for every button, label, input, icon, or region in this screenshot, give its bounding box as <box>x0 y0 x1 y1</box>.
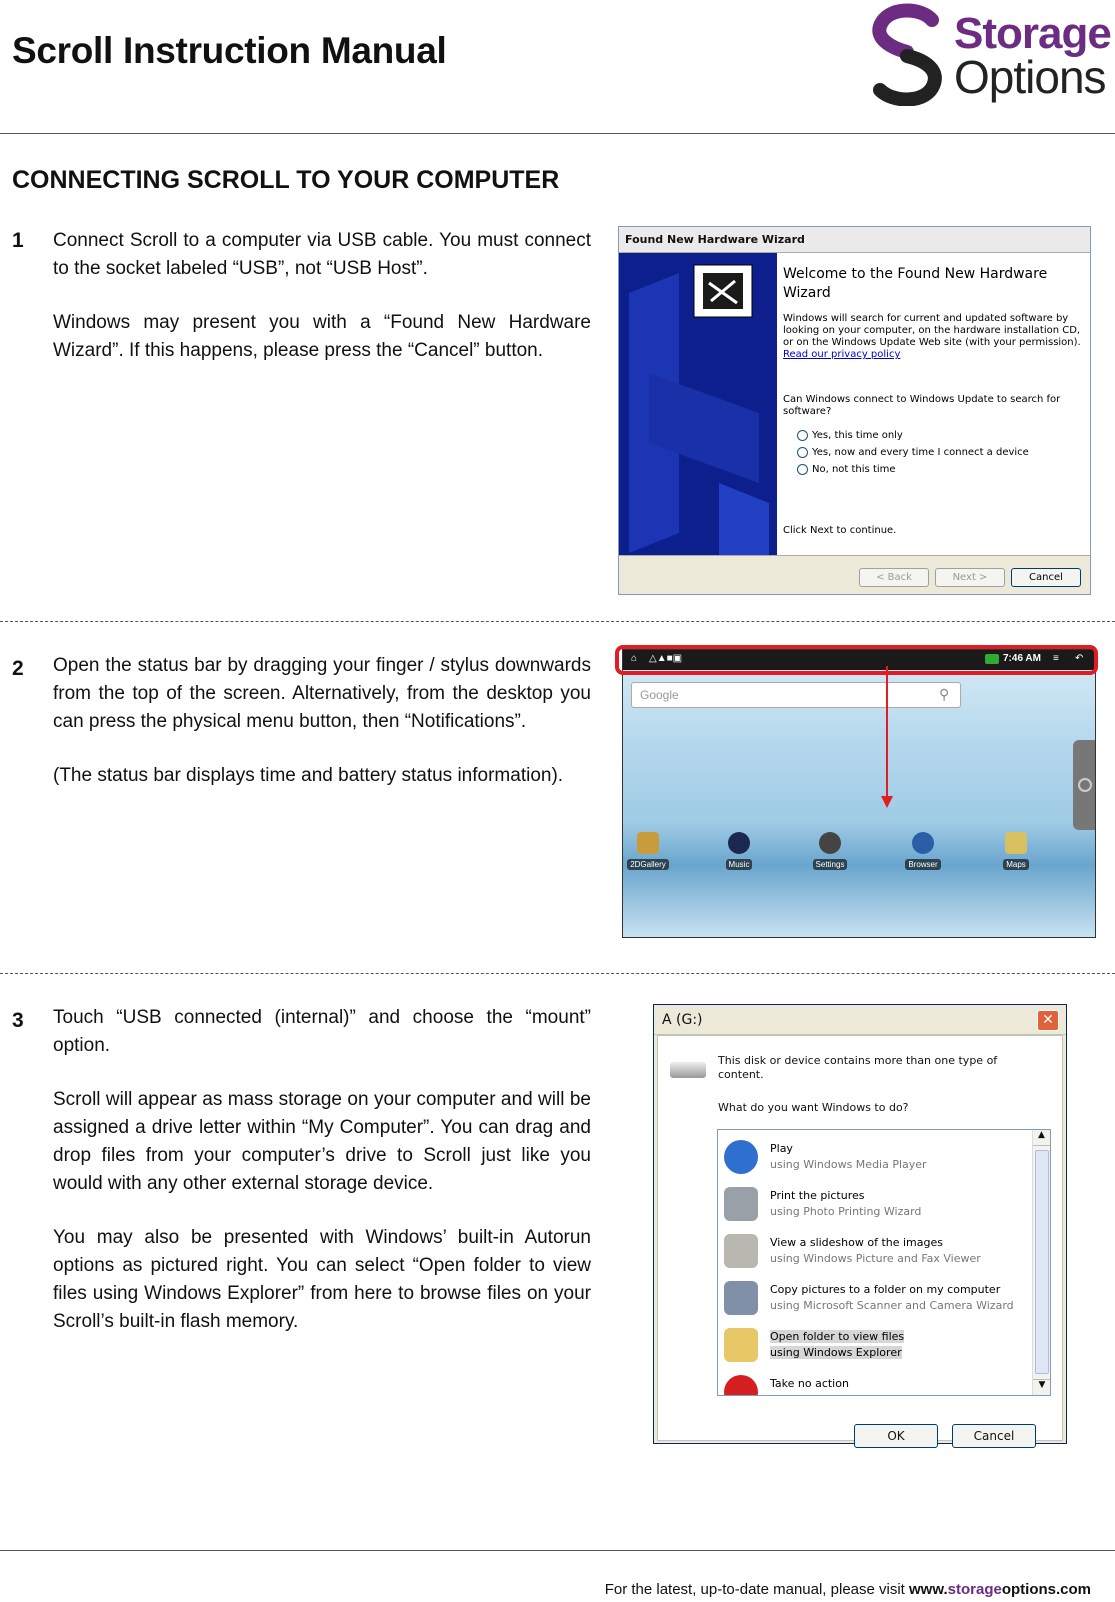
autoplay-action-item[interactable] <box>724 1183 1024 1227</box>
radio-icon <box>797 447 808 458</box>
action-subtitle: using Windows Explorer <box>770 1346 902 1359</box>
wizard-option-1[interactable]: Yes, this time only <box>797 430 1088 441</box>
back-icon: ↶ <box>1075 653 1084 664</box>
home-icon: ⌂ <box>631 653 638 664</box>
action-title: Take no action <box>770 1377 849 1390</box>
step-2-text <box>53 652 591 816</box>
section-title: CONNECTING SCROLL TO YOUR COMPUTER <box>12 166 560 194</box>
step-2-number: 2 <box>12 657 24 680</box>
autoplay-action-item[interactable] <box>724 1277 1024 1321</box>
ok-button[interactable]: OK <box>854 1424 938 1448</box>
close-icon[interactable]: ✕ <box>1037 1010 1059 1031</box>
footer-url-domain[interactable]: options.com <box>1001 1581 1091 1598</box>
app-drawer-handle[interactable] <box>1073 740 1096 830</box>
android-desktop-screenshot <box>622 649 1096 938</box>
wizard-continue-text: Click Next to continue. <box>783 525 897 536</box>
step-3-number: 3 <box>12 1009 24 1032</box>
wizard-title-bar: Found New Hardware Wizard <box>619 227 1090 253</box>
logo-word-options: Options <box>954 51 1106 103</box>
maps-icon <box>1005 832 1027 854</box>
search-icon: ⚲ <box>939 686 950 702</box>
status-time: 7:46 AM <box>1003 653 1041 664</box>
action-title: Print the pictures <box>770 1189 865 1202</box>
scroll-down-icon[interactable]: ▼ <box>1033 1379 1051 1395</box>
step-1-text <box>53 227 591 391</box>
wizard-heading: Welcome to the Found New Hardware Wizard <box>783 266 1048 301</box>
wizard-intro: Windows will search for current and updated software by looking on your computer, on the hardware installation CD, or on the Windows Update Web site (with your permission). <box>783 313 1081 348</box>
list-scrollbar[interactable] <box>1032 1130 1050 1395</box>
scroll-thumb[interactable] <box>1035 1150 1049 1374</box>
action-title: Copy pictures to a folder on my computer <box>770 1283 1001 1296</box>
autoplay-body <box>657 1035 1063 1441</box>
step-2-paragraph-1: Open the status bar by dragging your finger / stylus downwards from the top of the screen. Alternatively, from the desktop you can press the physical menu button, then “Notifications”. <box>53 655 591 732</box>
wizard-question: Can Windows connect to Windows Update to search for software? <box>783 394 1061 417</box>
app-browser[interactable]: Browser <box>902 832 944 872</box>
drawer-icon <box>1078 778 1092 792</box>
found-new-hardware-wizard-screenshot <box>618 226 1091 595</box>
footer-url-www[interactable]: www. <box>909 1581 948 1598</box>
app-maps[interactable]: Maps <box>995 832 1037 872</box>
scroll-up-icon[interactable]: ▲ <box>1033 1130 1050 1146</box>
step-divider-1 <box>0 621 1115 622</box>
app-music[interactable]: Music <box>718 832 760 872</box>
folder-icon <box>724 1328 758 1362</box>
action-title: Play <box>770 1142 793 1155</box>
settings-icon <box>819 832 841 854</box>
wizard-body <box>783 253 1088 537</box>
step-1-number: 1 <box>12 229 24 252</box>
privacy-policy-link[interactable]: Read our privacy policy <box>783 349 901 360</box>
google-search-box[interactable]: Google <box>631 682 961 708</box>
music-icon <box>728 832 750 854</box>
autoplay-action-item[interactable] <box>724 1136 1024 1180</box>
step-3-paragraph-1: Touch “USB connected (internal)” and choose the “mount” option. <box>53 1007 591 1056</box>
drive-icon <box>670 1062 706 1078</box>
cancel-button[interactable]: Cancel <box>1011 568 1081 587</box>
autoplay-action-list[interactable] <box>717 1129 1051 1396</box>
app-dock <box>623 832 1095 882</box>
step-3-text <box>53 1004 591 1362</box>
printer-icon <box>724 1187 758 1221</box>
next-button[interactable]: Next > <box>935 568 1005 587</box>
media-player-icon <box>724 1140 758 1174</box>
autoplay-question: What do you want Windows to do? <box>718 1101 909 1114</box>
footer-prefix: For the latest, up-to-date manual, please visit <box>604 1581 910 1598</box>
logo-mark-icon <box>862 2 952 106</box>
step-1-paragraph-1: Connect Scroll to a computer via USB cable. You must connect to the socket labeled “USB”, not “USB Host”. <box>53 230 591 279</box>
wizard-side-banner <box>619 253 777 555</box>
document-title: Scroll Instruction Manual <box>12 30 447 71</box>
radio-icon <box>797 430 808 441</box>
camera-icon <box>724 1281 758 1315</box>
action-title: Open folder to view files <box>770 1330 905 1343</box>
step-2-paragraph-2: (The status bar displays time and battery status information). <box>53 765 564 786</box>
header-divider <box>0 133 1115 134</box>
no-action-icon <box>724 1375 758 1396</box>
browser-icon <box>912 832 934 854</box>
footer-text <box>605 1581 1091 1598</box>
back-button[interactable]: < Back <box>859 568 929 587</box>
storage-options-logo <box>862 2 1111 106</box>
autoplay-action-item[interactable] <box>724 1324 1024 1368</box>
step-divider-2 <box>0 973 1115 974</box>
step-3-paragraph-2: Scroll will appear as mass storage on your computer and will be assigned a drive letter within “My Computer”. You can drag and drop files from your computer’s drive to Scroll just like you would with any other external storage device. <box>53 1089 591 1194</box>
gallery-icon <box>637 832 659 854</box>
action-subtitle: using Windows Picture and Fax Viewer <box>770 1252 981 1265</box>
status-bar-highlight <box>615 645 1098 675</box>
action-subtitle: using Microsoft Scanner and Camera Wizard <box>770 1299 1014 1312</box>
autoplay-message: This disk or device contains more than one type of content. <box>718 1054 998 1081</box>
step-3-paragraph-3: You may also be presented with Windows’ built-in Autorun options as pictured right. You can select “Open folder to view files using Windows Explorer” from here to browse files on your Scroll’s built-in flash memory. <box>53 1227 591 1332</box>
autoplay-title-bar: A (G:) <box>654 1005 1066 1035</box>
logo-word-storage: Storage <box>954 9 1111 58</box>
autoplay-cancel-button[interactable]: Cancel <box>952 1424 1036 1448</box>
footer-url-storage[interactable]: storage <box>947 1581 1002 1598</box>
slideshow-icon <box>724 1234 758 1268</box>
wizard-footer <box>619 555 1090 594</box>
hardware-graphic-icon <box>619 253 777 555</box>
wizard-option-2[interactable]: Yes, now and every time I connect a device <box>797 447 1088 458</box>
app-settings[interactable]: Settings <box>809 832 851 872</box>
autoplay-action-item[interactable] <box>724 1371 1024 1396</box>
menu-icon: ≡ <box>1053 653 1059 664</box>
app-2dgallery[interactable]: 2DGallery <box>627 832 669 872</box>
notification-icons: △▲■▣ <box>649 653 683 664</box>
action-subtitle: using Windows Media Player <box>770 1158 927 1171</box>
radio-icon <box>797 464 808 475</box>
action-subtitle: using Photo Printing Wizard <box>770 1205 922 1218</box>
autoplay-action-item[interactable] <box>724 1230 1024 1274</box>
footer-divider <box>0 1550 1115 1551</box>
wizard-option-3[interactable]: No, not this time <box>797 464 1088 475</box>
step-1-paragraph-2: Windows may present you with a “Found New Hardware Wizard”. If this happens, please press the “Cancel” button. <box>53 312 591 361</box>
autoplay-dialog-screenshot <box>653 1004 1067 1444</box>
action-title: View a slideshow of the images <box>770 1236 943 1249</box>
